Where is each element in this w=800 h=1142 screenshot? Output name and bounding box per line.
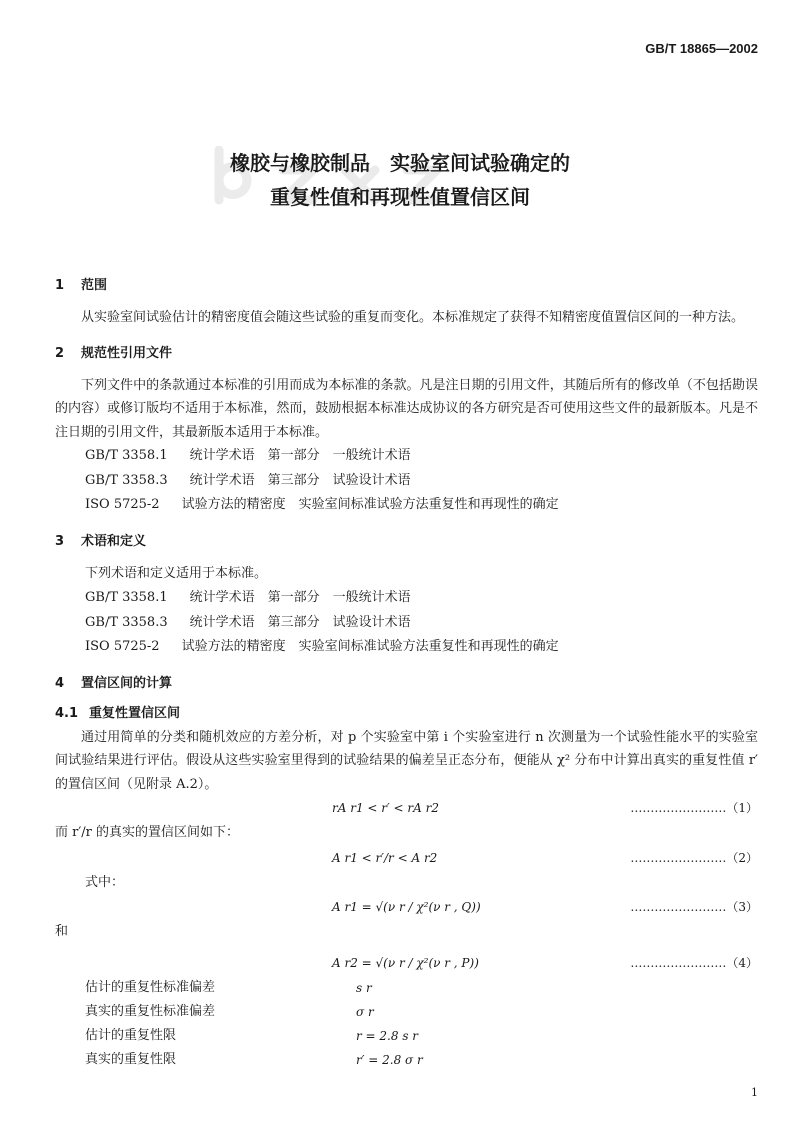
reference-item [55, 611, 758, 636]
section-1-text: 从实验室间试验估计的精密度值会随这些试验的重复而变化。本标准规定了获得不知精密度值置信区间的一种方法。 [81, 310, 745, 325]
definition-label: 估计的重复性标准偏差 [85, 979, 216, 995]
reference-code: GB/T 3358.1 [85, 590, 168, 605]
where-label: 式中： [85, 874, 125, 890]
section-title: 置信区间的计算 [81, 675, 173, 691]
equation-row-4 [55, 951, 758, 976]
section-2-text: 下列文件中的条款通过本标准的引用而成为本标准的条款。凡是注日期的引用文件，其随后所有的修改单（不包括勘误的内容）或修订版均不适用于本标准，然而，鼓励根据本标准达成协议的各方研究是否可使用这些文件的最新版本。凡是不注日期的引用文件，其最新版本适用于本标准。 [55, 377, 758, 440]
section-number: 4 [55, 675, 65, 691]
definition-symbol: s r [356, 980, 372, 995]
section-number: 4.1 [55, 705, 79, 721]
equation-1: rA r1 < r′ < rA r2 [332, 801, 440, 815]
standard-number: GB/T 18865—2002 [645, 41, 758, 56]
definition-label: 真实的重复性标准偏差 [85, 1003, 216, 1019]
reference-item [55, 493, 758, 518]
equation-number-1: ……………………（1） [630, 801, 758, 815]
definition-label: 真实的重复性限 [85, 1051, 177, 1067]
definition-symbol: r = 2.8 s r [356, 1028, 419, 1043]
section-number: 1 [55, 278, 65, 293]
equation-4: A r2 = √(ν r / χ²(ν r , P)) [332, 955, 479, 970]
definition-row [55, 1000, 758, 1024]
section-4-heading [55, 674, 758, 694]
definition-row [55, 1024, 758, 1048]
section-1-heading [55, 276, 758, 296]
reference-code: GB/T 3358.1 [85, 448, 168, 463]
reference-code: GB/T 3358.3 [85, 472, 168, 488]
reference-title: 试验方法的精密度 实验室间标准试验方法重复性和再现性的确定 [181, 497, 559, 512]
section-2-heading [55, 344, 758, 364]
equation-3: A r1 = √(ν r / χ²(ν r , Q)) [332, 900, 481, 914]
reference-code: ISO 5725-2 [85, 497, 160, 512]
equation-row-2 [55, 846, 758, 871]
reference-code: ISO 5725-2 [85, 639, 160, 654]
section-title: 范围 [81, 278, 108, 293]
equation-row-3 [55, 895, 758, 920]
section-3-text: 下列术语和定义适用于本标准。 [85, 565, 268, 581]
reference-item [55, 444, 758, 469]
title-line-1: 橡胶与橡胶制品 实验室间试验确定的 [230, 151, 570, 175]
reference-item [55, 635, 758, 660]
definition-label: 估计的重复性限 [85, 1027, 177, 1043]
reference-code: GB/T 3358.3 [85, 614, 168, 630]
title-block [55, 146, 758, 214]
reference-title: 统计学术语 第三部分 试验设计术语 [189, 614, 411, 630]
definition-symbol: σ r [356, 1004, 374, 1019]
section-title: 术语和定义 [81, 533, 147, 549]
equation-number-4: ……………………（4） [630, 955, 758, 970]
title-line-2: 重复性值和再现性值置信区间 [270, 185, 530, 209]
definition-row [55, 976, 758, 1000]
reference-title: 统计学术语 第一部分 一般统计术语 [189, 448, 411, 463]
and-label: 和 [55, 924, 69, 939]
section-4-1-heading [55, 704, 758, 724]
reference-title: 统计学术语 第三部分 试验设计术语 [189, 472, 411, 488]
equation-number-2: ……………………（2） [630, 850, 758, 865]
section-4-1-text: 通过用简单的分类和随机效应的方差分析，对 p 个实验室中第 i 个实验室进行 n 次测量为一个试验性能水平的实验室间试验结果进行评估。假设从这些实验室里得到的试验结果的偏差呈正态分布，便能从 χ² 分布中计算出真实的重复性值 r′ 的置信区间（见附录 A.2）。 [55, 729, 758, 792]
equation-number-3: ……………………（3） [630, 900, 758, 914]
page-number: 1 [751, 1085, 758, 1099]
equation-row-1 [55, 796, 758, 821]
section-title: 规范性引用文件 [81, 345, 173, 361]
definition-row [55, 1048, 758, 1072]
equation-2: A r1 < r′/r < A r2 [332, 850, 438, 865]
reference-item [55, 469, 758, 494]
reference-title: 统计学术语 第一部分 一般统计术语 [189, 590, 411, 605]
definition-symbol: r′ = 2.8 σ r [356, 1052, 423, 1067]
text-line: 而 r′/r 的真实的置信区间如下： [55, 825, 240, 840]
section-3-heading [55, 532, 758, 552]
reference-item [55, 586, 758, 611]
reference-title: 试验方法的精密度 实验室间标准试验方法重复性和再现性的确定 [181, 639, 559, 654]
section-number: 3 [55, 533, 65, 549]
section-number: 2 [55, 345, 65, 361]
section-title: 重复性置信区间 [89, 705, 181, 721]
